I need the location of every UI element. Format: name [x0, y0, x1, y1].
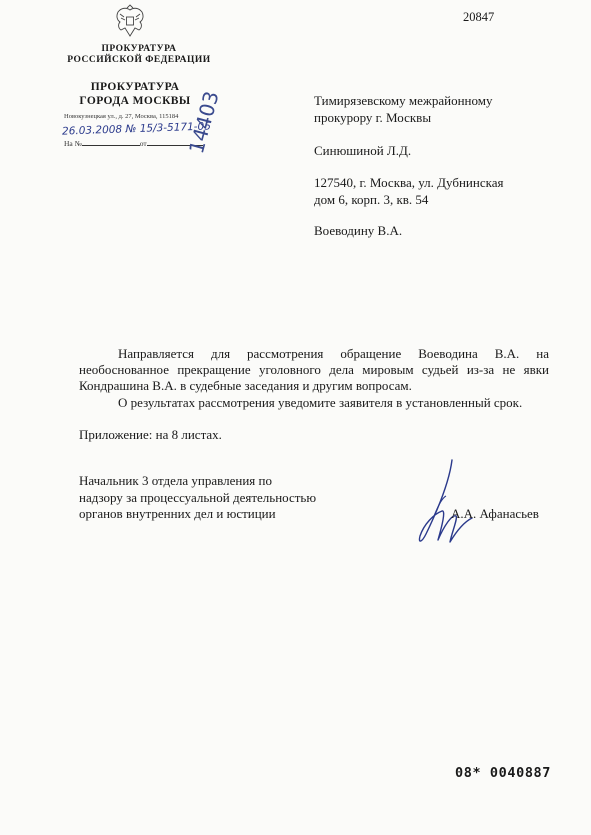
serial-number: 08* 0040887 [455, 765, 552, 781]
recipient-address-line1: 127540, г. Москва, ул. Дубнинская [314, 175, 504, 190]
recipient-name1: Синюшиной Л.Д. [314, 143, 412, 158]
office-address: Новокузнецкая ул., д. 27, Москва, 115184 [64, 113, 179, 120]
office-line1: ПРОКУРАТУРА [90, 81, 180, 93]
signatory-title-line2: надзору за процессуальной деятельностью [79, 489, 317, 505]
recipient-line2: прокурору г. Москвы [314, 110, 432, 125]
body-paragraph1: Направляется для рассмотрения обращение Воеводина В.А. на необоснованное прекращение уголовного дела мировым судьей из-за не явки Кондрашина В.А. в судебные заседания и другим вопросам. [79, 346, 549, 393]
body-paragraph2: О результатах рассмотрения уведомите заявителя в установленный срок. [118, 395, 523, 410]
signatory-title-line3: органов внутренних дел и юстиции [79, 506, 276, 521]
ref-from-label: от [139, 139, 147, 148]
handwritten-stamp-number: 14403 [184, 88, 224, 157]
office-line2: ГОРОДА МОСКВЫ [79, 95, 191, 107]
signatory-title-line1: Начальник 3 отдела управления по [79, 473, 272, 488]
recipient-name2: Воеводину В.А. [314, 223, 403, 238]
recipient-address-line2: дом 6, корп. 3, кв. 54 [314, 192, 429, 207]
document-number: 20847 [463, 10, 495, 24]
org-line2: РОССИЙСКОЙ ФЕДЕРАЦИИ [67, 55, 211, 65]
attachment-note: Приложение: на 8 листах. [79, 427, 222, 442]
org-line1: ПРОКУРАТУРА [101, 44, 177, 54]
signature-icon [412, 456, 482, 548]
signatory-name: А.А. Афанасьев [451, 506, 539, 521]
coat-of-arms-icon [112, 4, 148, 40]
signatory-title [79, 473, 316, 523]
ref-no-label: На № [64, 139, 82, 148]
handwritten-registration: 26.03.2008 № 15/3-5171-05 [61, 120, 212, 138]
recipient-line1: Тимирязевскому межрайонному [314, 93, 493, 108]
reference-line [64, 139, 203, 148]
